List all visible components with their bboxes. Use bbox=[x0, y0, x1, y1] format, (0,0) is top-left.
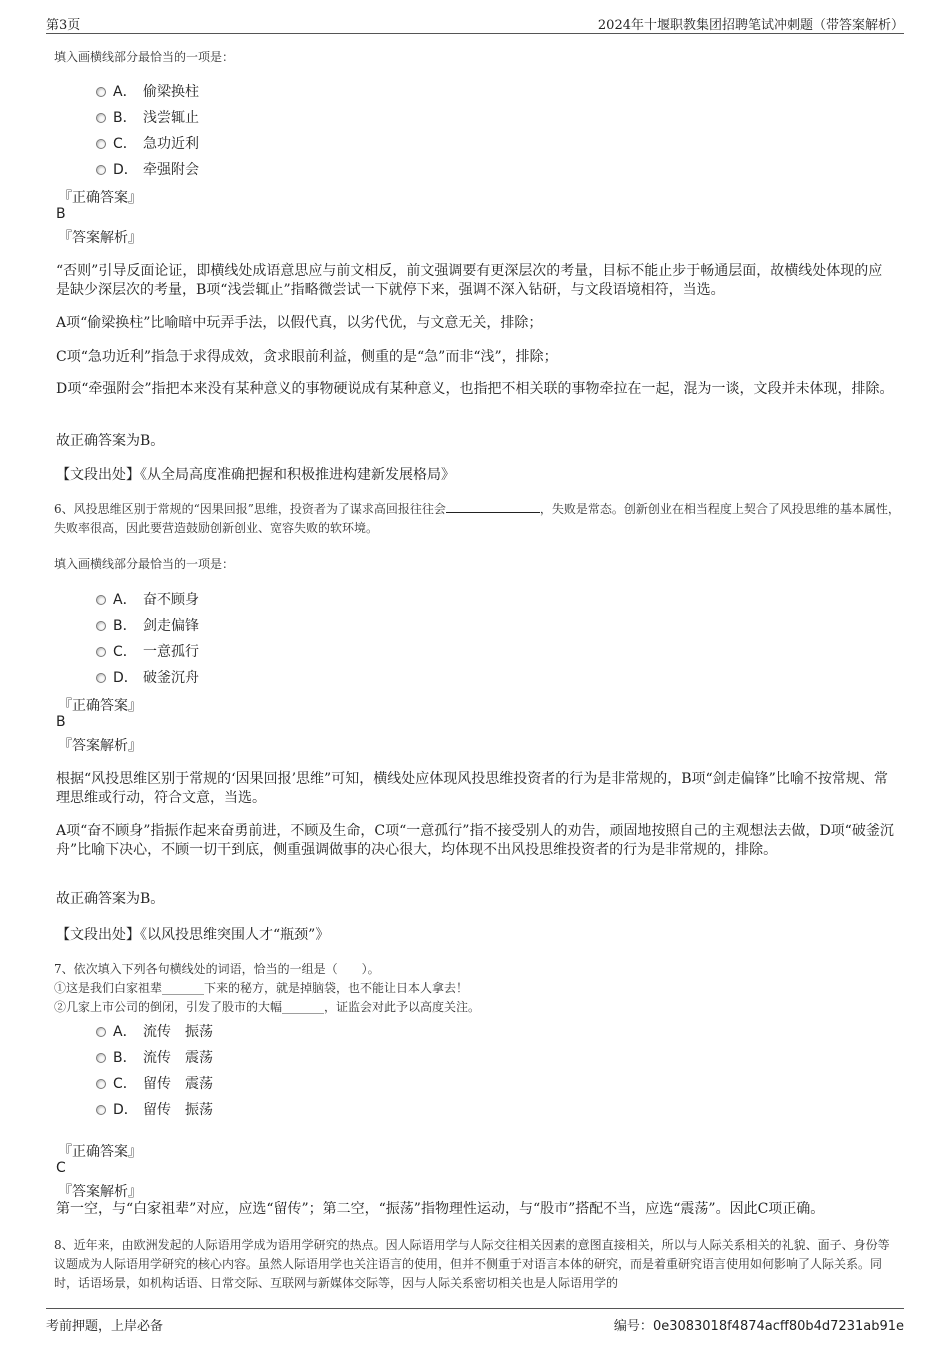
radio-icon[interactable] bbox=[96, 673, 106, 683]
radio-icon[interactable] bbox=[96, 1105, 106, 1115]
q5-option-c[interactable]: C． 急功近利 bbox=[96, 134, 199, 154]
q6-instruction: 填入画横线部分最恰当的一项是： bbox=[54, 557, 235, 571]
document-code: 编号：0e3083018f4874acff80b4d7231ab91e bbox=[613, 1319, 904, 1334]
q7-answer: C bbox=[56, 1160, 66, 1176]
q6-analysis-p2: A项“奋不顾身”指振作起来奋勇前进，不顾及生命，C项“一意孤行”指不接受别人的劝告，顽固地按照自己的主观想法去做，D项“破釜沉舟”比喻下决心，不顾一切干到底，侧重强调做事的决心很大，均体现不出风投思维投资者的行为是非常规的，排除。 bbox=[56, 823, 894, 858]
q5-instruction: 填入画横线部分最恰当的一项是： bbox=[54, 50, 235, 64]
q7-option-a[interactable]: A． 流传 振荡 bbox=[96, 1022, 213, 1042]
q5-source: 【文段出处】《从全局高度准确把握和积极推进构建新发展格局》 bbox=[56, 467, 455, 483]
q7-analysis-label: 『答案解析』 bbox=[58, 1184, 142, 1200]
q6-answer: B bbox=[56, 714, 66, 730]
q6-analysis-label: 『答案解析』 bbox=[58, 738, 142, 754]
radio-icon[interactable] bbox=[96, 1053, 106, 1063]
q8-stem: 8、近年来，由欧洲发起的人际语用学成为语用学研究的热点。因人际语用学与人际交往相关因素的意图直接相关，所以与人际关系相关的礼貌、面子、身份等议题成为人际语用学研究的核心内容。虽然人际语用学也关注语言的使用，但并不侧重于对语言本体的研究，而是着重研究语言使用如何影响了人际关系。同时，话语场景，如机构话语、日常交际、互联网与新媒体交际等，因与人际关系密切相关也是人际语用学的 bbox=[54, 1238, 890, 1290]
radio-icon[interactable] bbox=[96, 595, 106, 605]
q6-source: 【文段出处】《以风投思维突围人才“瓶颈”》 bbox=[56, 927, 330, 943]
footer-slogan: 考前押题，上岸必备 bbox=[46, 1319, 164, 1334]
q5-option-d[interactable]: D． 牵强附会 bbox=[96, 160, 199, 180]
q6-option-d[interactable]: D． 破釜沉舟 bbox=[96, 668, 199, 688]
q6-option-c[interactable]: C． 一意孤行 bbox=[96, 642, 199, 662]
q7-option-c[interactable]: C． 留传 震荡 bbox=[96, 1074, 213, 1094]
radio-icon[interactable] bbox=[96, 113, 106, 123]
q5-analysis-p2: A项“偷梁换柱”比喻暗中玩弄手法，以假代真，以劣代优，与文意无关，排除； bbox=[56, 315, 543, 331]
document-title: 2024年十堰职教集团招聘笔试冲刺题（带答案解析） bbox=[597, 18, 904, 33]
q5-answer-label: 『正确答案』 bbox=[58, 190, 142, 206]
q6-analysis-p1: 根据“风投思维区别于常规的‘因果回报’思维”可知，横线处应体现风投思维投资者的行为是非常规的，B项“剑走偏锋”比喻不按常规、常理思维或行动，符合文意，当选。 bbox=[56, 771, 888, 806]
q6-analysis-p3: 故正确答案为B。 bbox=[56, 891, 165, 907]
q7-sentence-2: ②几家上市公司的倒闭，引发了股市的大幅_______，证监会对此予以高度关注。 bbox=[54, 1000, 481, 1014]
q6-answer-label: 『正确答案』 bbox=[58, 698, 142, 714]
q7-answer-label: 『正确答案』 bbox=[58, 1144, 142, 1160]
radio-icon[interactable] bbox=[96, 139, 106, 149]
q5-analysis-p4: D项“牵强附会”指把本来没有某种意义的事物硬说成有某种意义，也指把不相关联的事物牵拉在一起，混为一谈，文段并未体现，排除。 bbox=[56, 381, 894, 397]
q5-analysis-label: 『答案解析』 bbox=[58, 230, 142, 246]
radio-icon[interactable] bbox=[96, 1027, 106, 1037]
q5-answer: B bbox=[56, 206, 66, 222]
q5-analysis-p1: “否则”引导反面论证，即横线处成语意思应与前文相反，前文强调要有更深层次的考量，目标不能止步于畅通层面，故横线处体现的应是缺少深层次的考量，B项“浅尝辄止”指略微尝试一下就停下来，强调不深入钻研，与文段语境相符，当选。 bbox=[56, 263, 883, 298]
q5-analysis-p3: C项“急功近利”指急于求得成效，贪求眼前利益，侧重的是“急”而非“浅”，排除； bbox=[56, 349, 558, 365]
q6-option-a[interactable]: A． 奋不顾身 bbox=[96, 590, 199, 610]
q5-option-a[interactable]: A． 偷梁换柱 bbox=[96, 82, 199, 102]
radio-icon[interactable] bbox=[96, 87, 106, 97]
q6-option-b[interactable]: B． 剑走偏锋 bbox=[96, 616, 199, 636]
radio-icon[interactable] bbox=[96, 165, 106, 175]
q7-sentence-1: ①这是我们白家祖辈_______下来的秘方，就是掉脑袋，也不能让日本人拿去！ bbox=[54, 981, 469, 995]
page-header bbox=[46, 12, 904, 34]
q7-option-d[interactable]: D． 留传 振荡 bbox=[96, 1100, 213, 1120]
radio-icon[interactable] bbox=[96, 647, 106, 657]
radio-icon[interactable] bbox=[96, 1079, 106, 1089]
q6-stem: 6、风投思维区别于常规的“因果回报”思维，投资者为了谋求高回报往往会 ，失败是常态。创新创业在相当程度上契合了风投思维的基本属性，失败率很高，因此要营造鼓励创新创业、宽容失败的软环境。 bbox=[54, 502, 900, 535]
q5-analysis-p5: 故正确答案为B。 bbox=[56, 433, 165, 449]
q7-analysis: 第一空，与“白家祖辈”对应，应选“留传”；第二空，“振荡”指物理性运动，与“股市”搭配不当，应选“震荡”。因此C项正确。 bbox=[56, 1201, 825, 1217]
q5-option-b[interactable]: B． 浅尝辄止 bbox=[96, 108, 199, 128]
q7-stem: 7、依次填入下列各句横线处的词语，恰当的一组是（ ）。 bbox=[54, 962, 380, 976]
page-number: 第3页 bbox=[46, 18, 81, 33]
fill-blank bbox=[446, 501, 540, 513]
radio-icon[interactable] bbox=[96, 621, 106, 631]
page-footer bbox=[46, 1308, 904, 1334]
q7-option-b[interactable]: B． 流传 震荡 bbox=[96, 1048, 213, 1068]
